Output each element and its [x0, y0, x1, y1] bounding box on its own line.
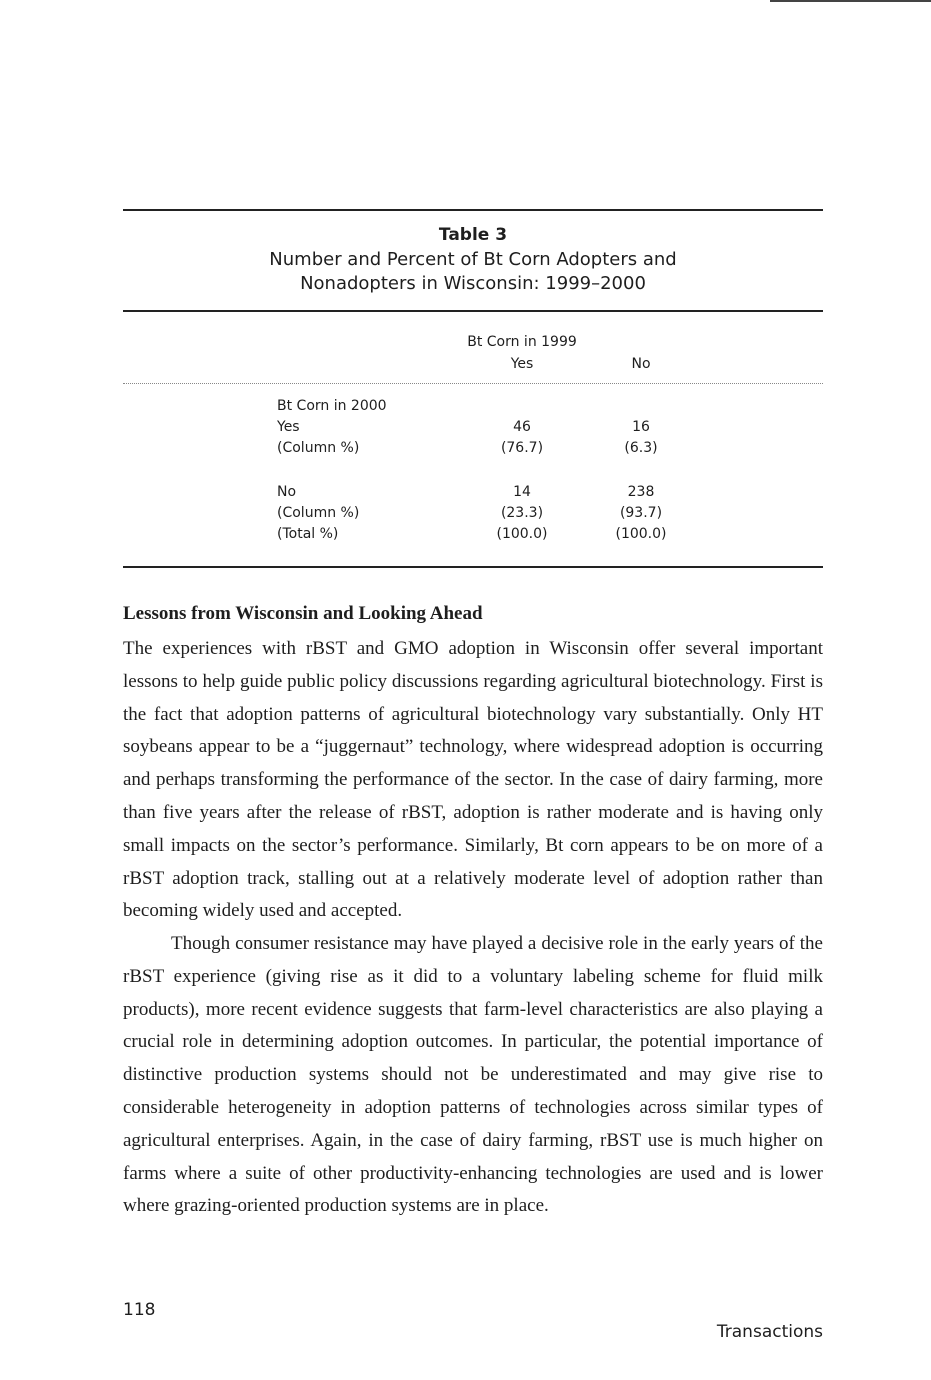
cell-yes: (76.7) — [500, 440, 544, 456]
table-bottom-rule — [123, 566, 823, 568]
cell-no: (6.3) — [624, 440, 658, 456]
table-top-rule — [123, 209, 823, 211]
cell-yes: (23.3) — [500, 505, 544, 521]
row-label: (Column %) — [277, 440, 360, 456]
column-group-header: Bt Corn in 1999 — [467, 334, 577, 350]
row-label: Yes — [277, 419, 300, 435]
table-title — [123, 248, 823, 296]
cell-no: 16 — [632, 419, 650, 435]
table-label: Table 3 — [438, 225, 508, 245]
cell-yes: 46 — [513, 419, 531, 435]
body-paragraph: The experiences with rBST and GMO adoption in Wisconsin offer several important lessons to help guide public policy discussions regarding agricultural biotechnology. First is the fact that adoption patterns of agricultural biotechnology vary substantially. Only HT soybeans appear to be a “juggernaut” technology, where widespread adoption is occurring and perhaps transforming the performance of the sector. In the case of dairy farming, more than five years after the release of rBST, adoption is rather moderate and is having only small impacts on the sector’s performance. Similarly, Bt corn appears to be on more of a rBST adoption track, stalling out at a relatively moderate level of adoption rather than becoming widely used and accepted. — [123, 638, 823, 922]
running-footer: Transactions — [716, 1322, 823, 1342]
page-number: 118 — [123, 1300, 156, 1320]
row-group-header: Bt Corn in 2000 — [277, 398, 387, 414]
body-paragraph: Though consumer resistance may have played a decisive role in the early years of the rBST experience (giving rise as it did to a voluntary labeling scheme for fluid milk products), more recent evidence suggests that farm-level characteristics are also playing a crucial role in determining adoption outcomes. In particular, the potential importance of distinctive production systems should not be underestimated and may give rise to considerable heterogeneity in adoption patterns of technologies across similar types of agricultural enterprises. Again, in the case of dairy farming, rBST use is much higher on farms where a suite of other productivity-enhancing technologies are used and is lower where grazing-oriented production systems are in place. — [123, 933, 823, 1217]
row-label: (Total %) — [277, 526, 339, 542]
column-header-yes: Yes — [510, 356, 534, 372]
column-header-no: No — [631, 356, 651, 372]
row-label: No — [277, 484, 297, 500]
cell-no: (100.0) — [615, 526, 667, 542]
table-title-line-1: Number and Percent of Bt Corn Adopters and — [269, 249, 677, 270]
table-header-rule — [123, 310, 823, 312]
cell-yes: (100.0) — [496, 526, 548, 542]
table-column-header-divider — [123, 383, 823, 384]
row-label: (Column %) — [277, 505, 360, 521]
cell-no: (93.7) — [619, 505, 663, 521]
top-corner-rule — [770, 0, 931, 2]
cell-yes: 14 — [513, 484, 531, 500]
cell-no: 238 — [627, 484, 655, 500]
section-heading: Lessons from Wisconsin and Looking Ahead — [123, 603, 483, 624]
table-title-line-2: Nonadopters in Wisconsin: 1999–2000 — [300, 273, 646, 294]
